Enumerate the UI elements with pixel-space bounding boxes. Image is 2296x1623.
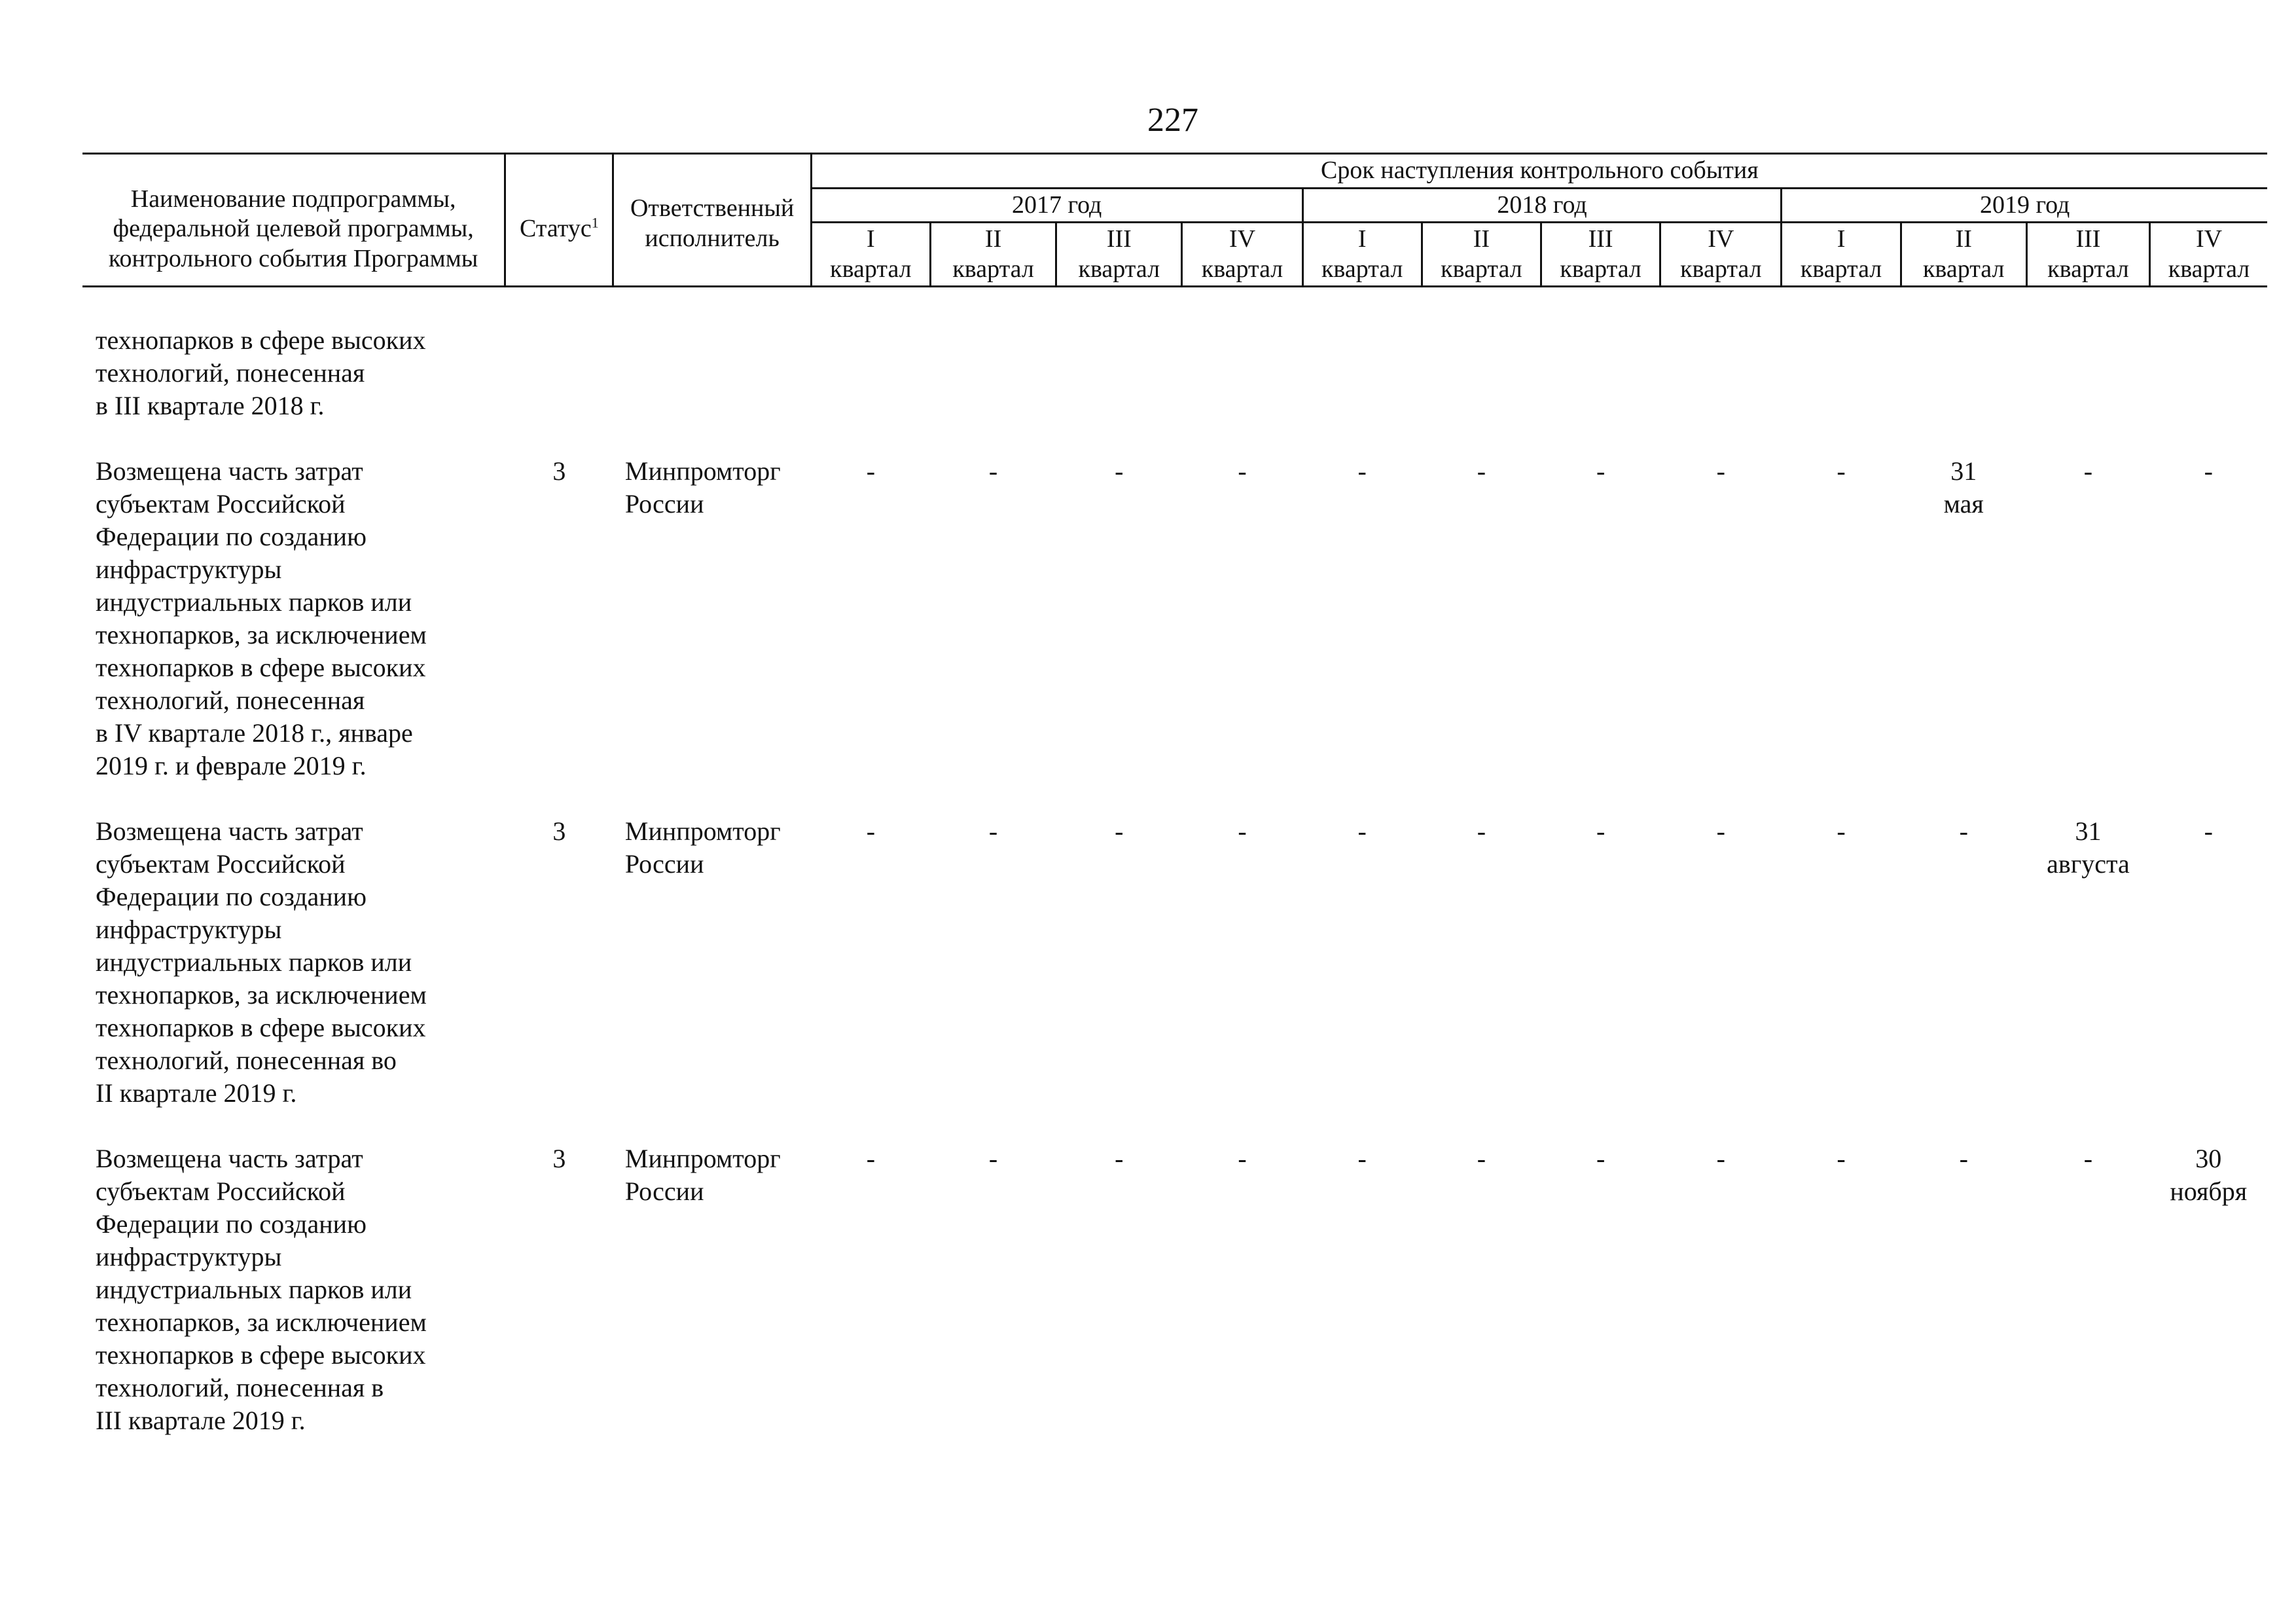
header-quarter-word: квартал [1800,255,1882,283]
header-quarter-number: I [1357,225,1367,253]
quarter-deadline-cell: - [2083,1144,2093,1174]
quarter-deadline-cell: - [1716,1144,1725,1174]
continuation-empty-cells [505,287,2267,423]
header-quarter-word: квартал [1078,255,1160,283]
header-quarter-number: II [984,225,1002,253]
table-row [82,782,2267,1110]
quarter-deadline-cell: - [1596,456,1605,486]
quarter-deadline-cell: 31 мая [1943,456,1984,519]
header-quarter-number: IV [1708,225,1734,253]
quarter-deadline-cell: - [1716,456,1725,486]
quarter-deadline-cell: - [1357,816,1367,847]
header-quarter-word: квартал [2047,255,2129,283]
quarter-deadline-cell: - [1238,456,1247,486]
quarter-deadline-cell: - [1716,816,1725,847]
control-events-table [82,153,2267,1437]
quarter-deadline-cell: - [1115,456,1124,486]
quarter-deadline-cell: - [1238,816,1247,847]
quarter-deadline-cell: - [1477,456,1486,486]
event-responsible: Минпромторг России [624,1144,781,1207]
header-quarter-cell [1422,223,1541,287]
event-status: 3 [552,1144,566,1174]
header-quarter-number: I [867,225,875,253]
event-responsible: Минпромторг России [624,456,781,519]
table-row [82,422,2267,782]
header-quarter-cell [1302,223,1422,287]
event-responsible: Минпромторг России [624,816,781,879]
event-status: 3 [552,456,566,486]
header-quarter-number: II [1473,225,1490,253]
quarter-deadline-cell: - [1837,816,1846,847]
header-quarter-cell [811,223,930,287]
quarter-deadline-cell: 30 ноября [2170,1144,2248,1207]
quarter-deadline-cell: - [2204,456,2213,486]
quarter-deadline-cell: - [988,1144,998,1174]
header-year-2017: 2017 год [811,188,1302,223]
continuation-row [82,287,2267,423]
header-status-footnote: 1 [591,214,599,231]
header-quarter-cell [1182,223,1302,287]
header-year-2018: 2018 год [1302,188,1782,223]
quarter-deadline-cell: - [1596,1144,1605,1174]
continuation-text: технопарков в сфере высоких технологий, понесенная в III квартале 2018 г. [96,325,426,421]
header-quarter-cell [1660,223,1782,287]
header-quarter-cell [1782,223,1901,287]
quarter-deadline-cell: - [1238,1144,1247,1174]
header-quarter-number: IV [2195,225,2223,253]
table-row [82,1110,2267,1437]
header-quarter-cell [2150,223,2267,287]
header-quarter-number: I [1837,225,1846,253]
event-name: Возмещена часть затрат субъектам Российской Федерации по созданию инфраструктуры индустриальных парков или технопарков, за исключением технопарков в сфере высоких технологий, понесенная в IV квартале 2018 г., январе 2019 г. и феврале 2019 г. [96,456,427,781]
header-quarter-cell [2026,223,2149,287]
quarter-deadline-cell: - [866,1144,876,1174]
header-quarter-cell [930,223,1056,287]
table-header [82,154,2267,287]
quarter-deadline-cell: 31 августа [2047,816,2130,879]
header-status-column [505,154,613,287]
quarter-deadline-cell: - [988,816,998,847]
quarter-deadline-cell: - [2204,816,2213,847]
quarter-deadline-cell: - [1477,816,1486,847]
header-quarter-number: IV [1229,225,1256,253]
quarter-deadline-cell: - [1596,816,1605,847]
header-quarter-number: III [1588,225,1613,253]
table-body [82,422,2267,1437]
header-responsible-column: Ответственный исполнитель [613,154,811,287]
quarter-deadline-cell: - [1115,816,1124,847]
event-status: 3 [552,816,566,847]
header-quarter-word: квартал [952,255,1034,283]
header-quarter-cell [1056,223,1182,287]
header-quarter-word: квартал [1441,255,1522,283]
header-deadline-group: Срок наступления контрольного события [811,154,2267,189]
quarter-deadline-cell: - [2083,456,2093,486]
quarter-deadline-cell: - [1357,456,1367,486]
quarter-deadline-cell: - [1959,1144,1968,1174]
quarter-deadline-cell: - [1959,816,1968,847]
header-quarter-word: квартал [1201,255,1283,283]
header-quarter-number: III [2075,225,2101,253]
quarter-deadline-cell: - [866,816,876,847]
header-quarter-word: квартал [2168,255,2250,283]
header-quarter-word: квартал [1680,255,1762,283]
header-quarter-word: квартал [1560,255,1641,283]
header-name-column: Наименование подпрограммы, федеральной целевой программы, контрольного события Программы [82,154,505,287]
header-year-2019: 2019 год [1782,188,2267,223]
quarter-deadline-cell: - [1477,1144,1486,1174]
quarter-deadline-cell: - [1357,1144,1367,1174]
quarter-deadline-cell: - [988,456,998,486]
header-quarter-word: квартал [1922,255,2005,283]
event-name: Возмещена часть затрат субъектам Российской Федерации по созданию инфраструктуры индустриальных парков или технопарков, за исключением технопарков в сфере высоких технологий, понесенная во II квартале 2019 г. [96,816,427,1108]
header-quarter-number: II [1955,225,1972,253]
quarter-deadline-cell: - [1837,1144,1846,1174]
header-quarter-cell [1901,223,2026,287]
page-number: 227 [1147,101,1198,139]
event-name: Возмещена часть затрат субъектам Российской Федерации по созданию инфраструктуры индустриальных парков или технопарков, за исключением технопарков в сфере высоких технологий, понесенная в III квартале 2019 г. [96,1144,427,1436]
header-status-label: Статус [519,215,592,243]
quarter-deadline-cell: - [1837,456,1846,486]
header-quarter-word: квартал [1321,255,1403,283]
quarter-deadline-cell: - [1115,1144,1124,1174]
quarter-deadline-cell: - [866,456,876,486]
header-quarter-cell [1541,223,1660,287]
header-quarter-number: III [1106,225,1132,253]
header-quarter-word: квартал [830,255,912,283]
